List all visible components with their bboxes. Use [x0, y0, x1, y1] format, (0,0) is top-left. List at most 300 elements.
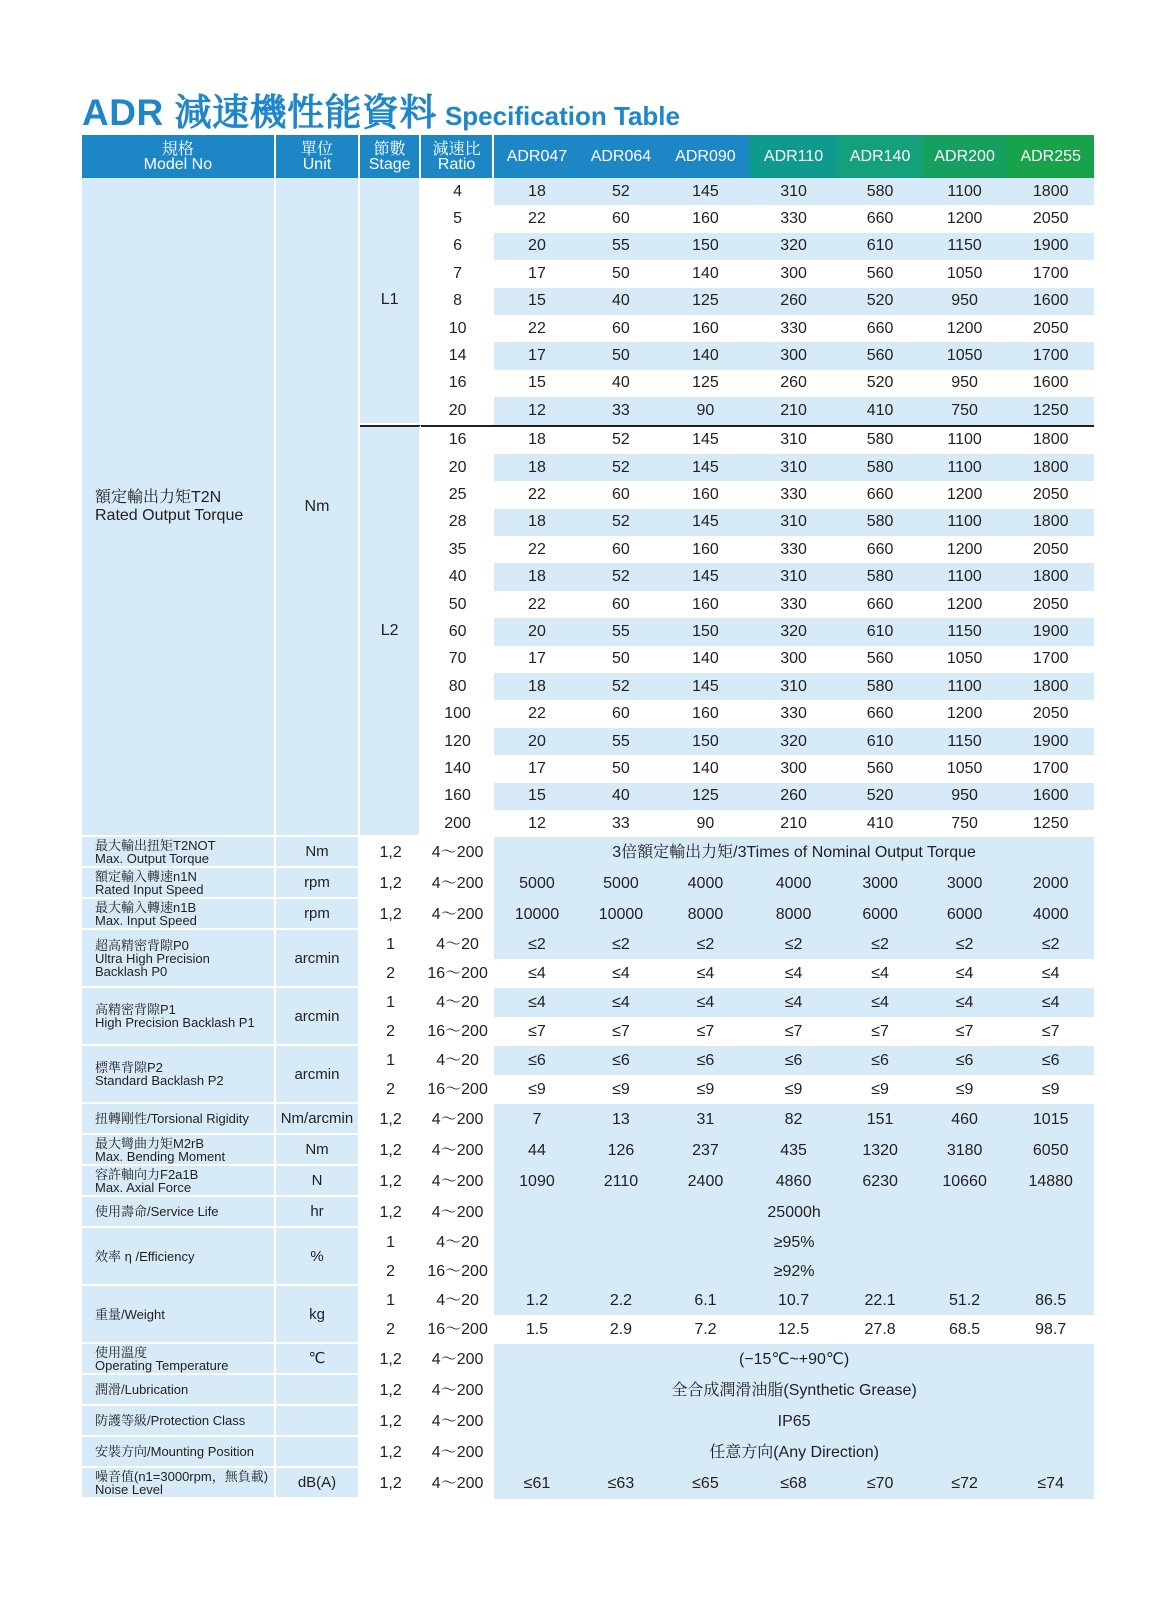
spec-row — [82, 1104, 1094, 1135]
value-cell: 950 — [951, 374, 978, 392]
value-cell: 1200 — [946, 319, 983, 337]
spec-row — [82, 930, 1094, 959]
value-cell: 52 — [580, 454, 662, 481]
value-cell: ≤4 — [955, 964, 974, 982]
spec-label: 額定輸入轉速n1N Rated Input Speed — [82, 868, 276, 899]
value-cell: ≤4 — [871, 964, 889, 982]
spec-label: 防護等級/Protection Class — [82, 1406, 276, 1437]
spec-label: 重量/Weight — [82, 1286, 276, 1344]
value-cell: 2050 — [1032, 595, 1069, 613]
value-cell: 1.2 — [494, 1286, 580, 1315]
value-cell: 8000 — [749, 899, 839, 930]
stage-cell: 1,2 — [379, 1381, 402, 1399]
ratio-cell: 4～20 — [436, 1233, 479, 1251]
value-cell: 1600 — [1007, 783, 1094, 810]
ratio-cell: 200 — [444, 814, 471, 832]
stage-cell: 1 — [386, 1291, 396, 1309]
spec-label: 容許軸向力F2a1B Max. Axial Force — [82, 1166, 276, 1197]
ratio-cell: 14 — [448, 347, 467, 365]
ratio-cell: 4～200 — [431, 1172, 484, 1190]
spec-unit: % — [276, 1228, 361, 1286]
value-cell: 300 — [780, 650, 807, 668]
spec-row — [82, 1406, 1094, 1437]
value-cell: ≤2 — [580, 930, 662, 959]
value-cell: 1100 — [922, 425, 1008, 454]
value-cell: 1200 — [946, 595, 983, 613]
value-cell: 33 — [580, 397, 662, 424]
ratio-cell: 28 — [448, 513, 467, 531]
span-value-cell: IP65 — [494, 1406, 1094, 1437]
value-cell: 150 — [662, 618, 749, 645]
stage-cell: 1,2 — [379, 1350, 402, 1368]
value-cell: 90 — [662, 397, 749, 424]
value-cell: 260 — [780, 374, 807, 392]
value-cell: 210 — [749, 397, 839, 424]
value-cell: 2110 — [580, 1166, 662, 1197]
value-cell: 140 — [662, 342, 749, 369]
value-cell: 310 — [749, 563, 839, 590]
spec-row — [82, 1135, 1094, 1166]
spec-row — [82, 1197, 1094, 1228]
ratio-cell: 50 — [448, 595, 467, 613]
ratio-cell: 4～20 — [436, 1291, 479, 1309]
value-cell: 60 — [612, 705, 630, 723]
value-cell: 12 — [528, 814, 546, 832]
ratio-cell: 4～200 — [431, 843, 484, 861]
value-cell: 5000 — [580, 868, 662, 899]
value-cell: 1.5 — [525, 1320, 549, 1338]
header-stage: 節數 Stage — [360, 135, 421, 178]
value-cell: 330 — [780, 485, 807, 503]
value-cell: 2050 — [1032, 485, 1069, 503]
value-cell: 300 — [780, 759, 807, 777]
value-cell: 1800 — [1007, 178, 1094, 205]
spec-row — [82, 1437, 1094, 1468]
span-value-cell: 25000h — [494, 1197, 1094, 1228]
stage-cell: 1 — [386, 935, 396, 953]
value-cell: 950 — [922, 288, 1008, 315]
ratio-cell: 16～200 — [427, 1320, 488, 1338]
value-cell: 520 — [838, 783, 921, 810]
value-cell: 40 — [580, 288, 662, 315]
value-cell: 1250 — [1032, 814, 1069, 832]
value-cell: ≤9 — [528, 1080, 546, 1098]
stage-cell: 1,2 — [379, 1110, 402, 1128]
ratio-cell: 4～200 — [431, 1203, 484, 1221]
value-cell: 22 — [528, 705, 546, 723]
value-cell: 1150 — [922, 728, 1008, 755]
spec-unit: kg — [276, 1286, 361, 1344]
value-cell: 14880 — [1007, 1166, 1094, 1197]
value-cell: 151 — [838, 1104, 921, 1135]
value-cell: 150 — [662, 728, 749, 755]
value-cell: 260 — [749, 288, 839, 315]
value-cell: 52 — [580, 509, 662, 536]
span-value-cell: (−15℃~+90℃) — [494, 1344, 1094, 1375]
ratio-cell: 4～200 — [431, 1412, 484, 1430]
value-cell: 660 — [866, 485, 894, 503]
stage-cell: 1,2 — [379, 1141, 402, 1159]
ratio-cell: 16 — [448, 374, 467, 392]
value-cell: 140 — [692, 264, 719, 282]
value-cell: 145 — [662, 673, 749, 700]
value-cell: 22.1 — [838, 1286, 921, 1315]
value-cell: ≤4 — [662, 988, 749, 1017]
span-value-cell: 全合成潤滑油脂(Synthetic Grease) — [494, 1375, 1094, 1406]
ratio-cell: 16～200 — [427, 1262, 488, 1280]
stage-cell: L2 — [360, 425, 421, 838]
spec-unit: arcmin — [276, 1046, 361, 1104]
value-cell: 560 — [866, 264, 894, 282]
ratio-cell: 4～200 — [431, 1110, 484, 1128]
value-cell: 2000 — [1007, 868, 1094, 899]
ratio-cell: 20 — [448, 401, 467, 419]
value-cell: 52 — [580, 673, 662, 700]
value-cell: 1700 — [1032, 650, 1069, 668]
ratio-cell: 5 — [453, 210, 463, 228]
ratio-cell: 80 — [448, 677, 467, 695]
value-cell: 86.5 — [1007, 1286, 1094, 1315]
ratio-cell: 4～200 — [431, 1474, 484, 1492]
value-cell: 12 — [494, 397, 580, 424]
value-cell: 660 — [866, 540, 894, 558]
stage-cell: 1,2 — [379, 874, 402, 892]
value-cell: 15 — [494, 783, 580, 810]
stage-cell: 1,2 — [379, 905, 402, 923]
value-cell: ≤4 — [696, 964, 715, 982]
value-cell: ≤2 — [494, 930, 580, 959]
value-cell: 610 — [838, 618, 921, 645]
value-cell: 580 — [838, 178, 921, 205]
value-cell: 140 — [692, 650, 719, 668]
ratio-cell: 4～200 — [431, 1141, 484, 1159]
ratio-cell: 4～200 — [431, 1443, 484, 1461]
value-cell: 60 — [612, 210, 630, 228]
value-cell: 520 — [838, 288, 921, 315]
stage-cell: 1,2 — [379, 843, 402, 861]
value-cell: ≤9 — [612, 1080, 630, 1098]
value-cell: 160 — [692, 595, 719, 613]
ratio-cell: 4 — [453, 182, 463, 200]
value-cell: 50 — [612, 759, 630, 777]
title-zh: ADR 減速機性能資料 — [82, 92, 437, 133]
ratio-cell: 4～20 — [436, 1051, 479, 1069]
value-cell: 145 — [662, 454, 749, 481]
spec-row — [82, 1344, 1094, 1375]
value-cell: ≤9 — [784, 1080, 803, 1098]
value-cell: ≤4 — [838, 988, 921, 1017]
span-value-cell: ≥92% — [494, 1257, 1094, 1286]
spec-unit: Nm — [276, 837, 361, 868]
value-cell: 1250 — [1007, 397, 1094, 424]
value-cell: 6000 — [838, 899, 921, 930]
value-cell: 1900 — [1007, 618, 1094, 645]
ratio-cell: 8 — [453, 292, 463, 310]
value-cell: 50 — [612, 650, 630, 668]
value-cell: ≤72 — [922, 1468, 1008, 1499]
value-cell: 52 — [580, 178, 662, 205]
value-cell: 310 — [749, 178, 839, 205]
spec-label: 效率 η /Efficiency — [82, 1228, 276, 1286]
torque-row — [82, 178, 1094, 205]
spec-row — [82, 1166, 1094, 1197]
stage-cell: 2 — [386, 1320, 396, 1338]
value-cell: 160 — [692, 485, 719, 503]
value-cell: 4000 — [749, 868, 839, 899]
value-cell: 580 — [838, 563, 921, 590]
header-ratio: 減速比 Ratio — [421, 135, 494, 178]
value-cell: 1200 — [946, 540, 983, 558]
spec-unit — [276, 1437, 361, 1468]
value-cell: 580 — [838, 673, 921, 700]
value-cell: 68.5 — [949, 1320, 981, 1338]
value-cell: ≤9 — [696, 1080, 715, 1098]
ratio-cell: 4～200 — [431, 1381, 484, 1399]
value-cell: ≤6 — [838, 1046, 921, 1075]
value-cell: 51.2 — [922, 1286, 1008, 1315]
spec-unit: ℃ — [276, 1344, 361, 1375]
ratio-cell: 40 — [448, 568, 467, 586]
value-cell: 3000 — [922, 868, 1008, 899]
ratio-cell: 16 — [421, 425, 494, 454]
spec-unit: dB(A) — [276, 1468, 361, 1499]
value-cell: 660 — [866, 319, 894, 337]
stage-cell: 1 — [386, 1051, 396, 1069]
value-cell: 20 — [494, 728, 580, 755]
value-cell: ≤2 — [662, 930, 749, 959]
value-cell: 18 — [494, 563, 580, 590]
spec-unit: rpm — [276, 868, 361, 899]
spec-unit — [276, 1406, 361, 1437]
span-value-cell: ≥95% — [494, 1228, 1094, 1257]
value-cell: 150 — [662, 233, 749, 260]
value-cell: ≤7 — [871, 1022, 889, 1040]
value-cell: 15 — [494, 288, 580, 315]
value-cell: ≤68 — [749, 1468, 839, 1499]
value-cell: 22 — [528, 595, 546, 613]
value-cell: 660 — [866, 705, 894, 723]
value-cell: 160 — [692, 319, 719, 337]
value-cell: ≤7 — [1041, 1022, 1060, 1040]
stage-cell: 1,2 — [379, 1172, 402, 1190]
value-cell: 310 — [749, 673, 839, 700]
value-cell: 6000 — [922, 899, 1008, 930]
spec-label: 超高精密背隙P0 Ultra High Precision Backlash P0 — [82, 930, 276, 988]
spec-row — [82, 837, 1094, 868]
value-cell: 40 — [580, 783, 662, 810]
value-cell: 55 — [580, 728, 662, 755]
value-cell: 950 — [922, 783, 1008, 810]
ratio-cell: 4～200 — [431, 1350, 484, 1368]
value-cell: 52 — [580, 563, 662, 590]
value-cell: 27.8 — [864, 1320, 896, 1338]
spec-unit: rpm — [276, 899, 361, 930]
value-cell: 52 — [580, 425, 662, 454]
value-cell: 2400 — [662, 1166, 749, 1197]
value-cell: 40 — [612, 374, 630, 392]
value-cell: 660 — [866, 595, 894, 613]
value-cell: 1050 — [946, 759, 983, 777]
ratio-cell: 4～200 — [431, 874, 484, 892]
spec-row — [82, 868, 1094, 899]
header-model: 規格 Model No — [82, 135, 276, 178]
value-cell: 580 — [838, 509, 921, 536]
page-title — [82, 82, 680, 136]
value-cell: 1800 — [1007, 673, 1094, 700]
spec-label: 噪音值(n1=3000rpm，無負載) Noise Level — [82, 1468, 276, 1499]
value-cell: 1200 — [946, 210, 983, 228]
value-cell: 310 — [749, 509, 839, 536]
value-cell: 18 — [494, 673, 580, 700]
ratio-cell: 160 — [444, 787, 471, 805]
value-cell: ≤7 — [528, 1022, 546, 1040]
ratio-cell: 16～200 — [427, 1022, 488, 1040]
value-cell: 310 — [749, 454, 839, 481]
value-cell: 160 — [692, 210, 719, 228]
value-cell: 237 — [662, 1135, 749, 1166]
spec-row — [82, 1286, 1094, 1315]
value-cell: ≤2 — [922, 930, 1008, 959]
value-cell: ≤4 — [580, 988, 662, 1017]
ratio-cell: 120 — [444, 732, 471, 750]
value-cell: 22 — [528, 210, 546, 228]
value-cell: 12.5 — [777, 1320, 810, 1338]
value-cell: 1900 — [1007, 728, 1094, 755]
header-model-3: ADR090 — [662, 135, 749, 178]
value-cell: 2050 — [1032, 319, 1069, 337]
stage-cell: 2 — [386, 1262, 396, 1280]
value-cell: 4000 — [1007, 899, 1094, 930]
value-cell: ≤4 — [1041, 964, 1060, 982]
value-cell: ≤7 — [955, 1022, 974, 1040]
value-cell: 3000 — [838, 868, 921, 899]
value-cell: 145 — [662, 425, 749, 454]
value-cell: 1050 — [946, 650, 983, 668]
title-en: Specification Table — [444, 101, 680, 131]
ratio-cell: 25 — [448, 485, 467, 503]
value-cell: 580 — [838, 454, 921, 481]
value-cell: 1050 — [922, 342, 1008, 369]
spec-label: 使用溫度 Operating Temperature — [82, 1344, 276, 1375]
value-cell: 410 — [838, 397, 921, 424]
value-cell: 6.1 — [662, 1286, 749, 1315]
value-cell: 610 — [838, 728, 921, 755]
value-cell: 260 — [749, 783, 839, 810]
spec-label: 潤滑/Lubrication — [82, 1375, 276, 1406]
spec-unit: arcmin — [276, 930, 361, 988]
value-cell: ≤7 — [696, 1022, 715, 1040]
value-cell: 18 — [494, 425, 580, 454]
value-cell: 1200 — [946, 705, 983, 723]
value-cell: 17 — [528, 264, 546, 282]
spec-label: 安裝方向/Mounting Position — [82, 1437, 276, 1468]
spec-label: 最大彎曲力矩M2rB Max. Bending Moment — [82, 1135, 276, 1166]
value-cell: 126 — [580, 1135, 662, 1166]
value-cell: ≤70 — [838, 1468, 921, 1499]
value-cell: 90 — [696, 814, 715, 832]
value-cell: 160 — [692, 540, 719, 558]
value-cell: ≤2 — [749, 930, 839, 959]
value-cell: 20 — [494, 233, 580, 260]
value-cell: 300 — [780, 264, 807, 282]
ratio-cell: 35 — [448, 540, 467, 558]
value-cell: 330 — [780, 210, 807, 228]
value-cell: 60 — [612, 540, 630, 558]
value-cell: 18 — [494, 178, 580, 205]
value-cell: 22 — [528, 485, 546, 503]
stage-cell: 1,2 — [379, 1203, 402, 1221]
value-cell: ≤9 — [955, 1080, 974, 1098]
stage-cell: 2 — [386, 1080, 396, 1098]
value-cell: 1800 — [1007, 563, 1094, 590]
value-cell: 310 — [749, 425, 839, 454]
value-cell: 330 — [780, 540, 807, 558]
value-cell: 10660 — [922, 1166, 1008, 1197]
value-cell: 4860 — [749, 1166, 839, 1197]
value-cell: 60 — [612, 595, 630, 613]
header-unit: 單位 Unit — [276, 135, 361, 178]
value-cell: 82 — [749, 1104, 839, 1135]
stage-cell: 1,2 — [379, 1443, 402, 1461]
value-cell: 33 — [612, 814, 630, 832]
value-cell: 520 — [866, 374, 894, 392]
value-cell: 560 — [866, 650, 894, 668]
value-cell: 330 — [780, 319, 807, 337]
header-model-1: ADR047 — [494, 135, 580, 178]
value-cell: ≤6 — [494, 1046, 580, 1075]
value-cell: 1200 — [946, 485, 983, 503]
value-cell: 1700 — [1007, 342, 1094, 369]
spec-label: 標準背隙P2 Standard Backlash P2 — [82, 1046, 276, 1104]
ratio-cell: 70 — [448, 650, 467, 668]
value-cell: ≤4 — [784, 964, 803, 982]
spec-unit: arcmin — [276, 988, 361, 1046]
value-cell: 1900 — [1007, 233, 1094, 260]
header-model-2: ADR064 — [580, 135, 662, 178]
spec-row — [82, 1228, 1094, 1257]
value-cell: 1600 — [1007, 288, 1094, 315]
value-cell: 10000 — [494, 899, 580, 930]
spec-unit: Nm — [276, 1135, 361, 1166]
value-cell: 18 — [494, 509, 580, 536]
ratio-cell: 16～200 — [427, 964, 488, 982]
header-model-4: ADR110 — [749, 135, 839, 178]
header-model-5: ADR140 — [838, 135, 921, 178]
value-cell: 1320 — [838, 1135, 921, 1166]
value-cell: ≤7 — [612, 1022, 630, 1040]
ratio-cell: 10 — [448, 319, 467, 337]
ratio-cell: 100 — [444, 705, 471, 723]
ratio-cell: 60 — [448, 622, 467, 640]
header-row — [82, 135, 1094, 178]
spec-label: 最大輸入轉速n1B Max. Input Speed — [82, 899, 276, 930]
torque-unit: Nm — [276, 178, 361, 837]
value-cell: 6050 — [1007, 1135, 1094, 1166]
value-cell: 2050 — [1032, 210, 1069, 228]
value-cell: 1800 — [1007, 509, 1094, 536]
value-cell: ≤4 — [494, 988, 580, 1017]
value-cell: 2.2 — [580, 1286, 662, 1315]
value-cell: 18 — [494, 454, 580, 481]
spec-unit: hr — [276, 1197, 361, 1228]
value-cell: ≤4 — [1007, 988, 1094, 1017]
ratio-cell: 4～20 — [436, 993, 479, 1011]
value-cell: 145 — [662, 563, 749, 590]
value-cell: 3180 — [922, 1135, 1008, 1166]
value-cell: 1600 — [1032, 374, 1069, 392]
value-cell: 50 — [612, 264, 630, 282]
spec-row — [82, 899, 1094, 930]
